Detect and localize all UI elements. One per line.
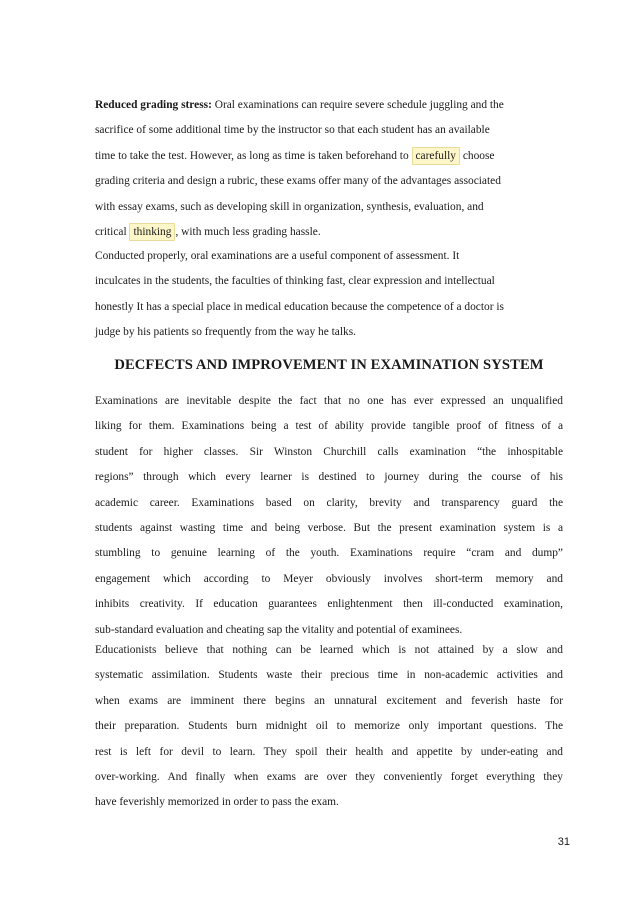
text-line: Educationists believe that nothing can be learned which is not attained by a slow and [95, 644, 563, 656]
text-line: liking for them. Examinations being a test of ability provide tangible proof of fitness of a [95, 420, 563, 433]
text-line: when exams are imminent there begins an unnatural excitement and feverish haste for [95, 694, 563, 707]
text-line: engagement which according to Meyer obviously involves short-term memory and [95, 572, 563, 585]
text-line: inhibits creativity. If education guarantees enlightenment then ill-conducted examination, [95, 598, 563, 611]
text-line: sacrifice of some additional time by the instructor so that each student has an available [95, 124, 490, 137]
paragraph-conducted-properly [95, 244, 563, 346]
text-line: rest is left for devil to learn. They spoil their health and appetite by under-eating and [95, 745, 563, 758]
text-line: Conducted properly, oral examinations are a useful component of assessment. It [95, 250, 460, 262]
lead-phrase: Reduced grading stress: [95, 99, 212, 111]
page-number: 31 [557, 836, 570, 848]
paragraph-educationists [95, 638, 563, 816]
highlighted-word: carefully [412, 147, 460, 165]
text-line: their preparation. Students burn midnight oil to memorize only important questions. The [95, 720, 563, 733]
text-line: judge by his patients so frequently from the way he talks. [95, 326, 356, 339]
section-heading: DECFECTS AND IMPROVEMENT IN EXAMINATION SYSTEM [114, 357, 544, 373]
text-line: students against wasting time and being verbose. But the present examination system is a [95, 522, 563, 535]
text-line: have feverishly memorized in order to pass the exam. [95, 796, 339, 809]
text-line: honestly It has a special place in medical education because the competence of a doctor is [95, 300, 504, 313]
paragraph-reduced-grading-stress [95, 93, 563, 245]
text-line: critical thinking , with much less grading hassle. [95, 220, 563, 245]
text-line: over-working. And finally when exams are over they conveniently forget everything they [95, 771, 563, 784]
text-line: sub-standard evaluation and cheating sap the vitality and potential of examinees. [95, 623, 463, 636]
text-line: Examinations are inevitable despite the fact that no one has ever expressed an unqualified [95, 395, 563, 407]
text-line: time to take the test. However, as long as time is taken beforehand to carefully choose [95, 144, 563, 169]
text-line: with essay exams, such as developing skill in organization, synthesis, evaluation, and [95, 200, 484, 213]
text-line: Reduced grading stress: Oral examinations can require severe schedule juggling and the [95, 99, 504, 111]
text-line: academic career. Examinations based on clarity, brevity and transparency guard the [95, 496, 563, 509]
highlighted-word: thinking [129, 223, 175, 241]
text-line: systematic assimilation. Students waste their precious time in non-academic activities and [95, 669, 563, 682]
text-line: inculcates in the students, the faculties of thinking fast, clear expression and intellectual [95, 275, 495, 288]
text-line: student for higher classes. Sir Winston Churchill calls examination “the inhospitable [95, 445, 563, 458]
text-line: grading criteria and design a rubric, these exams offer many of the advantages associated [95, 175, 501, 188]
paragraph-examinations [95, 389, 563, 643]
text-line: stumbling to genuine learning of the youth. Examinations require “cram and dump” [95, 547, 563, 560]
text-line: regions” through which every learner is destined to journey during the course of his [95, 471, 563, 484]
